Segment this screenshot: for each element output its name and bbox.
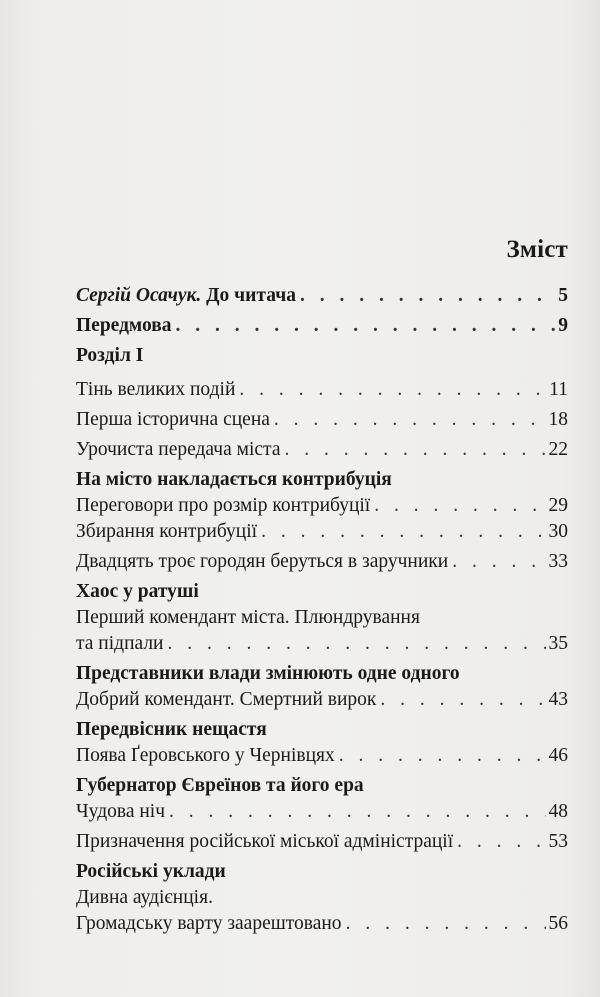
dot-leader — [284, 438, 545, 462]
toc-entry-page: 9 — [558, 315, 568, 336]
toc-entry — [76, 494, 568, 518]
toc-entry-title: Представники влади змінюють одне одного — [76, 663, 460, 684]
toc-entry-page: 46 — [548, 745, 568, 766]
dot-leader — [274, 408, 546, 432]
toc-entry-title: Передмова — [76, 315, 172, 336]
toc-entry — [76, 800, 568, 824]
toc-entry — [76, 912, 568, 936]
dot-leader — [346, 912, 546, 936]
toc-section-heading — [76, 580, 568, 604]
toc-entry-title: Чудова ніч — [76, 801, 166, 822]
toc-entry-title: На місто накладається контрибуція — [76, 469, 392, 490]
toc-entry — [76, 830, 568, 854]
toc-entry — [76, 744, 568, 768]
toc-section-heading — [76, 468, 568, 492]
toc-entry-title: Призначення російської міської адміністрації — [76, 831, 454, 852]
toc-entry-page: 53 — [548, 831, 568, 852]
toc-entry-title: Передвісник нещастя — [76, 719, 267, 740]
toc-entry — [76, 314, 568, 338]
toc-entry-title: та підпали — [76, 633, 164, 654]
dot-leader — [169, 800, 545, 824]
toc-section-heading — [76, 774, 568, 798]
toc-entry-page: 48 — [548, 801, 568, 822]
toc-entry-page: 33 — [548, 551, 568, 572]
toc-entry-title: Хаос у ратуші — [76, 581, 199, 602]
toc-entry-page: 11 — [549, 379, 568, 400]
toc-entry-continued — [76, 886, 568, 910]
toc-entry-title: Переговори про розмір контрибуції — [76, 495, 371, 516]
toc-entry-title: Двадцять троє городян беруться в заручники — [76, 551, 449, 572]
toc-entry-page: 5 — [558, 285, 568, 306]
toc-entry-title: Перший комендант міста. Плюндрування — [76, 607, 420, 628]
toc-entry-page: 56 — [548, 913, 568, 934]
toc-entry-title: Громадську варту заарештовано — [76, 913, 342, 934]
table-of-contents — [76, 284, 568, 936]
toc-entry-page: 43 — [548, 689, 568, 710]
toc-entry-title: Російські уклади — [76, 861, 226, 882]
toc-entry-continued — [76, 606, 568, 630]
dot-leader — [176, 314, 556, 338]
dot-leader — [452, 550, 545, 574]
toc-entry — [76, 408, 568, 432]
toc-section-heading — [76, 344, 568, 368]
toc-entry-title: Дивна аудієнція. — [76, 887, 213, 908]
dot-leader — [239, 378, 546, 402]
toc-entry-title: До читача — [206, 285, 296, 306]
toc-entry — [76, 520, 568, 544]
toc-entry — [76, 284, 568, 308]
toc-entry — [76, 688, 568, 712]
toc-entry — [76, 632, 568, 656]
dot-leader — [300, 284, 555, 308]
toc-section-heading — [76, 860, 568, 884]
dot-leader — [374, 494, 545, 518]
toc-section-heading — [76, 662, 568, 686]
toc-entry — [76, 438, 568, 462]
toc-entry-title: Перша історична сцена — [76, 409, 270, 430]
toc-entry-page: 35 — [548, 633, 568, 654]
dot-leader — [457, 830, 545, 854]
toc-entry-title: Розділ І — [76, 345, 144, 366]
dot-leader — [380, 688, 545, 712]
toc-title: Зміст — [506, 236, 568, 263]
dot-leader — [339, 744, 546, 768]
toc-entry-page: 22 — [548, 439, 568, 460]
toc-entry-title: Тінь великих подій — [76, 379, 236, 400]
toc-entry-title: Урочиста передача міста — [76, 439, 281, 460]
toc-entry-title: Поява Ґеровського у Чернівцях — [76, 745, 335, 766]
dot-leader — [168, 632, 546, 656]
toc-entry-page: 18 — [548, 409, 568, 430]
toc-entry-page: 29 — [548, 495, 568, 516]
toc-section-heading — [76, 718, 568, 742]
dot-leader — [261, 520, 545, 544]
toc-entry-title: Збирання контрибуції — [76, 521, 258, 542]
toc-entry — [76, 378, 568, 402]
toc-entry-page: 30 — [548, 521, 568, 542]
toc-entry-title: Губернатор Євреїнов та його ера — [76, 775, 364, 796]
toc-entry — [76, 550, 568, 574]
toc-entry-author: Сергій Осачук. — [76, 285, 202, 306]
toc-entry-title: Добрий комендант. Смертний вирок — [76, 689, 377, 710]
